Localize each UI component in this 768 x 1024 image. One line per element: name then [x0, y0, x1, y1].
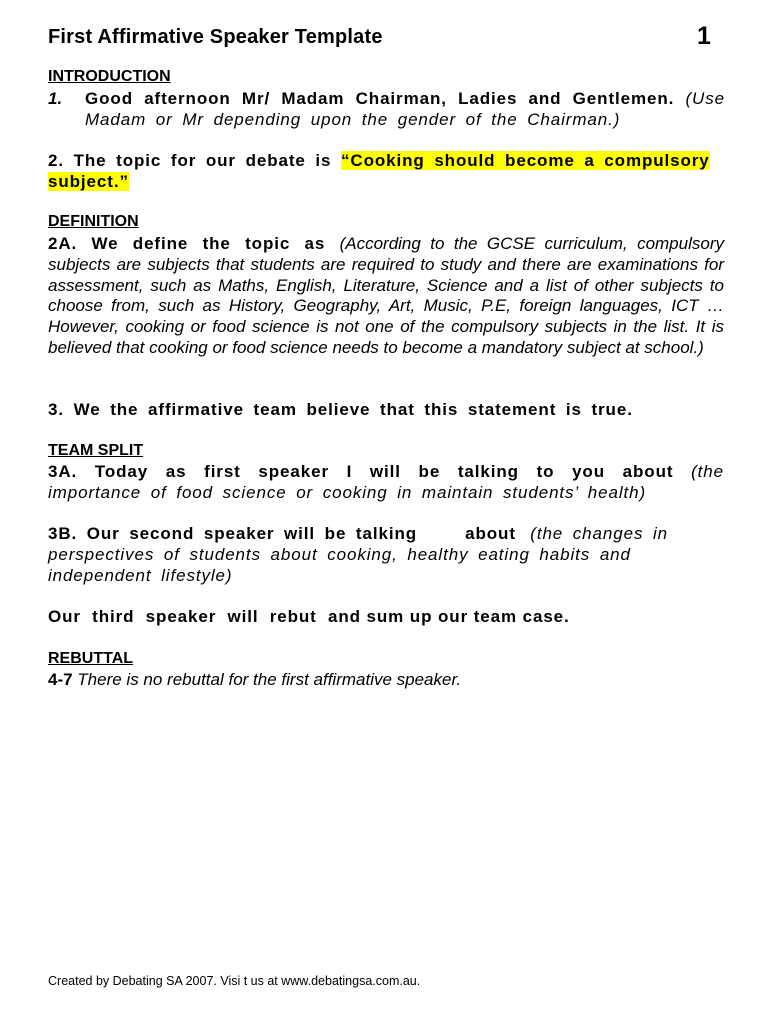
- item-3a-body: (the importance of food science or cooking in maintain students’ health): [48, 462, 724, 502]
- introduction-heading: INTRODUCTION: [48, 68, 171, 85]
- document-title: First Affirmative Speaker Template: [48, 26, 383, 48]
- item-1-number: 1.: [48, 89, 63, 108]
- item-3b-label: 3B. Our second speaker will be talking about: [48, 524, 526, 543]
- item-2-topic: [48, 151, 724, 193]
- item-2a-definition: [48, 234, 724, 359]
- item-2-label: 2. The topic for our debate is: [48, 151, 341, 170]
- rebuttal-body: There is no rebuttal for the first affirmative speaker.: [77, 670, 462, 689]
- item-3a-first-speaker: [48, 462, 724, 504]
- item-1-greeting: Good afternoon Mr/ Madam Chairman, Ladies and Gentlemen.: [85, 89, 675, 108]
- rebuttal-item: [48, 670, 724, 691]
- rebuttal-heading: REBUTTAL: [48, 650, 134, 667]
- third-speaker-line: Our third speaker will rebut and sum up our team case.: [48, 607, 570, 626]
- item-3-statement: 3. We the affirmative team believe that this statement is true.: [48, 400, 633, 419]
- topic-highlight: “Cooking should become a compulsory subject.”: [48, 151, 710, 191]
- item-3b-second-speaker: [48, 524, 712, 586]
- item-3b-body: (the changes in perspectives of students about cooking, healthy eating habits and independent lifestyle): [48, 524, 669, 585]
- page-number: 1: [697, 22, 711, 50]
- rebuttal-label: 4-7: [48, 670, 78, 689]
- item-2a-body: (According to the GCSE curriculum, compulsory subjects are subjects that students are required to study and there are examinations for assessment, such as Maths, English, Literature, Science and a list of other subjects to choose from, such as History, Geography, Art, Music, P.E, foreign languages, ICT … However, cooking or food science is not one of the compulsory subjects in the list. It is believed that cooking or food science needs to become a mandatory subject at school.): [48, 234, 724, 357]
- team-split-heading: TEAM SPLIT: [48, 442, 144, 459]
- footer-credit: Created by Debating SA 2007. Visi t us at www.debatingsa.com.au.: [48, 974, 421, 988]
- item-1-note: (Use Madam or Mr depending upon the gender of the Chairman.): [85, 89, 725, 129]
- definition-heading: DEFINITION: [48, 213, 139, 230]
- item-1-text: [85, 89, 725, 131]
- item-3a-label: 3A. Today as first speaker I will be talking to you about: [48, 462, 692, 481]
- item-2a-label: 2A. We define the topic as: [48, 234, 340, 253]
